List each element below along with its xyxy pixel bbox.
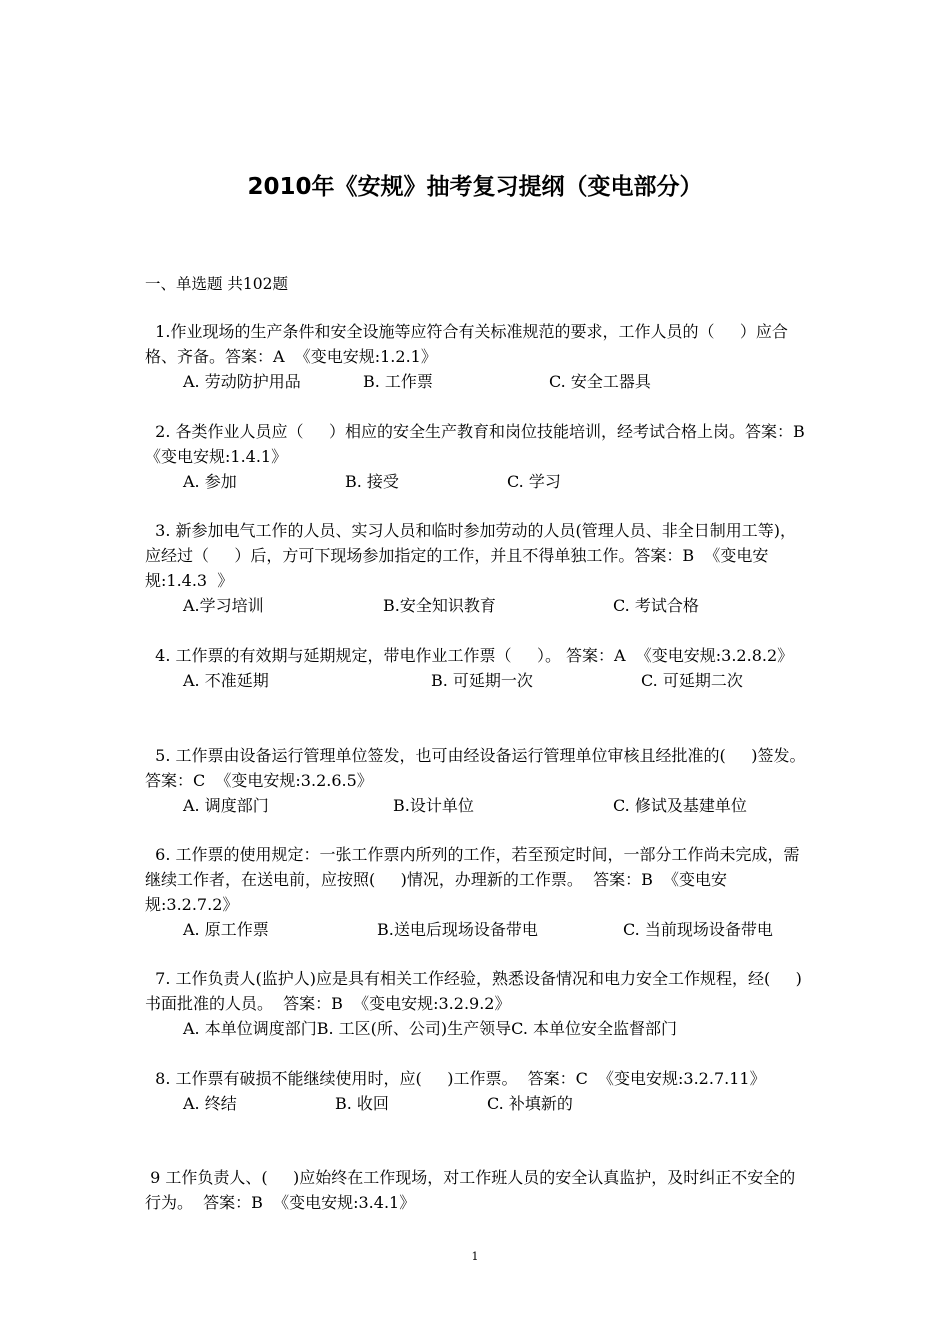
option-a: A. 终结 — [183, 1094, 237, 1113]
question-6 — [145, 842, 810, 942]
question-options — [145, 1091, 810, 1116]
question-options — [145, 469, 810, 494]
option-c: C. 可延期二次 — [641, 671, 743, 690]
option-a: A. 调度部门 — [183, 796, 269, 815]
question-stem: 9 工作负责人、( )应始终在工作现场，对工作班人员的安全认真监护，及时纠正不安全的行为。 答案：B 《变电安规:3.4.1》 — [145, 1168, 796, 1212]
question-8 — [145, 1066, 810, 1116]
option-a: A. 劳动防护用品 — [183, 372, 301, 391]
section-heading: 一、单选题 共102题 — [145, 275, 289, 293]
option-c: C. 考试合格 — [613, 596, 699, 615]
question-1 — [145, 319, 810, 394]
question-stem: 7. 工作负责人(监护人)应是具有相关工作经验，熟悉设备情况和电力安全工作规程，经( )书面批准的人员。 答案：B 《变电安规:3.2.9.2》 — [145, 969, 802, 1013]
question-2 — [145, 419, 815, 494]
option-b: B. 收回 — [335, 1094, 389, 1113]
question-options — [145, 793, 810, 818]
option-b: B. 可延期一次 — [431, 671, 533, 690]
question-5 — [145, 743, 816, 818]
question-stem: 1.作业现场的生产条件和安全设施等应符合有关标准规范的要求，工作人员的（ ）应合格、齐备。答案：A 《变电安规:1.2.1》 — [145, 322, 788, 366]
question-options — [145, 1016, 810, 1041]
option-b: B. 工区(所、公司)生产领导 — [316, 1019, 512, 1038]
question-9 — [145, 1165, 810, 1215]
question-stem: 8. 工作票有破损不能继续使用时，应( )工作票。 答案：C 《变电安规:3.2.7.11》 — [145, 1069, 766, 1088]
question-stem: 3. 新参加电气工作的人员、实习人员和临时参加劳动的人员(管理人员、非全日制用工等)，应经过（ ）后，方可下现场参加指定的工作，并且不得单独工作。答案：B 《变电安规:1.4.3 》 — [145, 521, 797, 590]
option-a: A. 参加 — [183, 472, 237, 491]
option-c: C. 学习 — [507, 472, 561, 491]
option-c: C. 安全工器具 — [549, 372, 651, 391]
option-c: C. 补填新的 — [487, 1094, 573, 1113]
option-c: C. 当前现场设备带电 — [623, 920, 773, 939]
page-number: 1 — [471, 1250, 479, 1263]
option-b: B.送电后现场设备带电 — [377, 920, 538, 939]
option-a: A. 不准延期 — [183, 671, 269, 690]
question-stem: 4. 工作票的有效期与延期规定，带电作业工作票（ ）。 答案：A 《变电安规:3.2.8.2》 — [145, 646, 794, 665]
option-a: A. 原工作票 — [183, 920, 269, 939]
question-options — [145, 593, 810, 618]
question-stem: 2. 各类作业人员应（ ）相应的安全生产教育和岗位技能培训，经考试合格上岗。答案：B 《变电安规:1.4.1》 — [145, 422, 815, 466]
question-3 — [145, 518, 810, 618]
option-b: B. 接受 — [345, 472, 399, 491]
option-a: A.学习培训 — [183, 596, 264, 615]
option-a: A. 本单位调度部门 — [183, 1019, 317, 1038]
question-options — [145, 917, 810, 942]
option-b: B.安全知识教育 — [383, 596, 496, 615]
question-7 — [145, 966, 810, 1041]
question-stem: 5. 工作票由设备运行管理单位签发，也可由经设备运行管理单位审核且经批准的( )签发。 答案：C 《变电安规:3.2.6.5》 — [145, 746, 816, 790]
option-b: B. 工作票 — [363, 372, 433, 391]
question-4 — [145, 643, 810, 693]
question-stem: 6. 工作票的使用规定：一张工作票内所列的工作，若至预定时间，一部分工作尚未完成，需继续工作者，在送电前，应按照( )情况，办理新的工作票。 答案：B 《变电安规:3.2.7.2》 — [145, 845, 800, 914]
option-c: C. 本单位安全监督部门 — [511, 1019, 678, 1038]
option-b: B.设计单位 — [393, 796, 474, 815]
option-c: C. 修试及基建单位 — [613, 796, 747, 815]
question-options — [145, 668, 810, 693]
page-title: 2010年《安规》抽考复习提纲（变电部分） — [247, 174, 703, 200]
question-options — [145, 369, 810, 394]
